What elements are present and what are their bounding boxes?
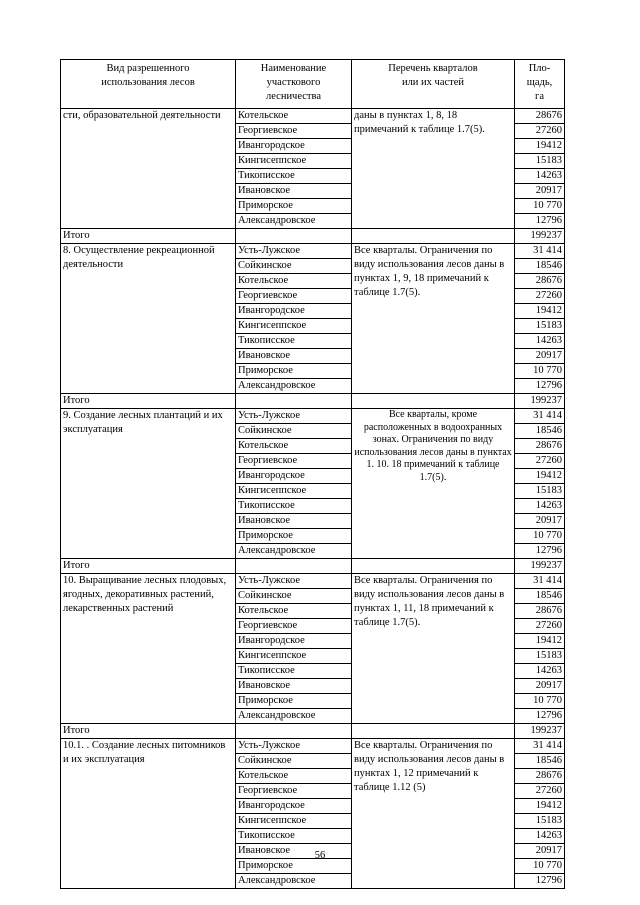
forestry-cell: Усть-Лужское (236, 409, 352, 424)
total-row (61, 394, 565, 409)
empty-cell (352, 724, 515, 739)
forestry-cell: Ивановское (236, 349, 352, 364)
area-cell: 20917 (515, 349, 565, 364)
forestry-cell: Тикописское (236, 499, 352, 514)
header-use-type (61, 60, 236, 109)
forestry-cell: Тикописское (236, 169, 352, 184)
area-cell: 27260 (515, 454, 565, 469)
header-line: га (535, 91, 544, 102)
forestry-cell: Тикописское (236, 664, 352, 679)
quarters-cell: даны в пунктах 1, 8, 18 примечаний к таблице 1.7(5). (352, 109, 515, 229)
header-quarters (352, 60, 515, 109)
area-cell: 14263 (515, 664, 565, 679)
area-cell: 14263 (515, 334, 565, 349)
area-cell: 18546 (515, 754, 565, 769)
header-line: Вид разрешенного (106, 63, 190, 74)
area-cell: 10 770 (515, 529, 565, 544)
total-area: 199237 (515, 229, 565, 244)
area-cell: 10 770 (515, 199, 565, 214)
total-label: Итого (61, 724, 236, 739)
page-number: 56 (314, 850, 326, 861)
area-cell: 15183 (515, 484, 565, 499)
table-row (61, 574, 565, 589)
area-cell: 12796 (515, 874, 565, 889)
use-type-cell: сти, образовательной деятельности (61, 109, 236, 229)
header-line: использования лесов (101, 77, 195, 88)
area-cell: 28676 (515, 274, 565, 289)
header-line: или их частей (401, 77, 465, 88)
forestry-cell: Сойкинское (236, 259, 352, 274)
area-cell: 28676 (515, 439, 565, 454)
use-type-cell: 10.1. . Создание лесных питомников и их эксплуатация (61, 739, 236, 889)
total-area: 199237 (515, 394, 565, 409)
forestry-cell: Ивановское (236, 184, 352, 199)
total-row (61, 559, 565, 574)
area-cell: 19412 (515, 799, 565, 814)
forestry-cell: Кингисеппское (236, 649, 352, 664)
area-cell: 27260 (515, 784, 565, 799)
forestry-cell: Тикописское (236, 829, 352, 844)
area-cell: 19412 (515, 634, 565, 649)
total-area: 199237 (515, 724, 565, 739)
empty-cell (352, 394, 515, 409)
area-cell: 27260 (515, 619, 565, 634)
forestry-cell: Георгиевское (236, 619, 352, 634)
forestry-cell: Кингисеппское (236, 814, 352, 829)
use-type-cell: 9. Создание лесных плантаций и их эксплуатация (61, 409, 236, 559)
forestry-cell: Приморское (236, 859, 352, 874)
quarters-cell: Все кварталы. Ограничения по виду использования лесов даны в пунктах 1, 9, 18 примечаний к таблице 1.7(5). (352, 244, 515, 394)
area-cell: 14263 (515, 829, 565, 844)
area-cell: 28676 (515, 109, 565, 124)
header-line: участкового (266, 77, 321, 88)
area-cell: 31 414 (515, 409, 565, 424)
forestry-cell: Котельское (236, 274, 352, 289)
forestry-cell: Александровское (236, 379, 352, 394)
forestry-cell: Ивангородское (236, 799, 352, 814)
forestry-cell: Ивановское (236, 844, 352, 859)
area-cell: 31 414 (515, 244, 565, 259)
total-area: 199237 (515, 559, 565, 574)
empty-cell (352, 559, 515, 574)
forestry-cell: Усть-Лужское (236, 244, 352, 259)
area-cell: 27260 (515, 289, 565, 304)
area-cell: 10 770 (515, 859, 565, 874)
area-cell: 18546 (515, 424, 565, 439)
table-body (61, 109, 565, 889)
total-label: Итого (61, 229, 236, 244)
forestry-cell: Ивановское (236, 514, 352, 529)
total-label: Итого (61, 559, 236, 574)
forestry-cell: Ивановское (236, 679, 352, 694)
area-cell: 19412 (515, 139, 565, 154)
empty-cell (236, 724, 352, 739)
area-cell: 19412 (515, 469, 565, 484)
table-row (61, 409, 565, 424)
table-row (61, 109, 565, 124)
area-cell: 14263 (515, 499, 565, 514)
forestry-cell: Георгиевское (236, 784, 352, 799)
forestry-cell: Сойкинское (236, 589, 352, 604)
empty-cell (236, 229, 352, 244)
forestry-cell: Приморское (236, 199, 352, 214)
header-area (515, 60, 565, 109)
quarters-cell: Все кварталы, кроме расположенных в водоохранных зонах. Ограничения по виду использования лесов даны в пунктах 1. 10. 18 примечаний к таблице 1.7(5). (352, 409, 515, 559)
area-cell: 12796 (515, 379, 565, 394)
forestry-cell: Ивангородское (236, 139, 352, 154)
area-cell: 15183 (515, 649, 565, 664)
quarters-cell: Все кварталы. Ограничения по виду использования лесов даны в пунктах 1, 12 примечаний к таблице 1.12 (5) (352, 739, 515, 889)
area-cell: 15183 (515, 154, 565, 169)
forestry-cell: Кингисеппское (236, 319, 352, 334)
area-cell: 18546 (515, 589, 565, 604)
header-line: Перечень кварталов (388, 63, 478, 74)
forestry-cell: Усть-Лужское (236, 739, 352, 754)
empty-cell (352, 229, 515, 244)
table-row (61, 244, 565, 259)
area-cell: 31 414 (515, 739, 565, 754)
area-cell: 18546 (515, 259, 565, 274)
area-cell: 15183 (515, 814, 565, 829)
use-type-cell: 10. Выращивание лесных плодовых, ягодных, декоративных растений, лекарственных растений (61, 574, 236, 724)
header-line: Пло- (528, 63, 551, 74)
forestry-cell: Георгиевское (236, 454, 352, 469)
use-type-cell: 8. Осуществление рекреационной деятельности (61, 244, 236, 394)
area-cell: 27260 (515, 124, 565, 139)
forestry-cell: Александровское (236, 544, 352, 559)
forestry-cell: Сойкинское (236, 754, 352, 769)
forestry-cell: Георгиевское (236, 289, 352, 304)
forestry-cell: Приморское (236, 694, 352, 709)
forestry-cell: Кингисеппское (236, 484, 352, 499)
header-line: Наименование (260, 63, 327, 74)
forestry-cell: Котельское (236, 109, 352, 124)
forestry-cell: Котельское (236, 439, 352, 454)
area-cell: 12796 (515, 544, 565, 559)
area-cell: 20917 (515, 514, 565, 529)
forestry-cell: Александровское (236, 874, 352, 889)
table-row (61, 739, 565, 754)
forestry-cell: Котельское (236, 604, 352, 619)
forestry-cell: Ивангородское (236, 304, 352, 319)
forest-use-table (60, 59, 565, 889)
area-cell: 20917 (515, 679, 565, 694)
empty-cell (236, 394, 352, 409)
forestry-cell: Александровское (236, 214, 352, 229)
forestry-cell: Кингисеппское (236, 154, 352, 169)
quarters-cell: Все кварталы. Ограничения по виду использования лесов даны в пунктах 1, 11, 18 примечаний к таблице 1.7(5). (352, 574, 515, 724)
forestry-cell: Котельское (236, 769, 352, 784)
header-line: щадь, (526, 77, 553, 88)
area-cell: 10 770 (515, 364, 565, 379)
forestry-cell: Георгиевское (236, 124, 352, 139)
total-row (61, 229, 565, 244)
header-forestry (236, 60, 352, 109)
forestry-cell: Приморское (236, 529, 352, 544)
area-cell: 31 414 (515, 574, 565, 589)
forestry-cell: Тикописское (236, 334, 352, 349)
header-line: лесничества (266, 91, 321, 102)
forestry-cell: Усть-Лужское (236, 574, 352, 589)
forestry-cell: Александровское (236, 709, 352, 724)
total-row (61, 724, 565, 739)
area-cell: 12796 (515, 709, 565, 724)
empty-cell (236, 559, 352, 574)
area-cell: 28676 (515, 604, 565, 619)
area-cell: 10 770 (515, 694, 565, 709)
area-cell: 19412 (515, 304, 565, 319)
forestry-cell: Приморское (236, 364, 352, 379)
area-cell: 15183 (515, 319, 565, 334)
forestry-cell: Ивангородское (236, 634, 352, 649)
area-cell: 12796 (515, 214, 565, 229)
area-cell: 20917 (515, 184, 565, 199)
forestry-cell: Ивангородское (236, 469, 352, 484)
area-cell: 20917 (515, 844, 565, 859)
total-label: Итого (61, 394, 236, 409)
table-header-row (61, 60, 565, 109)
forestry-cell: Сойкинское (236, 424, 352, 439)
area-cell: 14263 (515, 169, 565, 184)
area-cell: 28676 (515, 769, 565, 784)
